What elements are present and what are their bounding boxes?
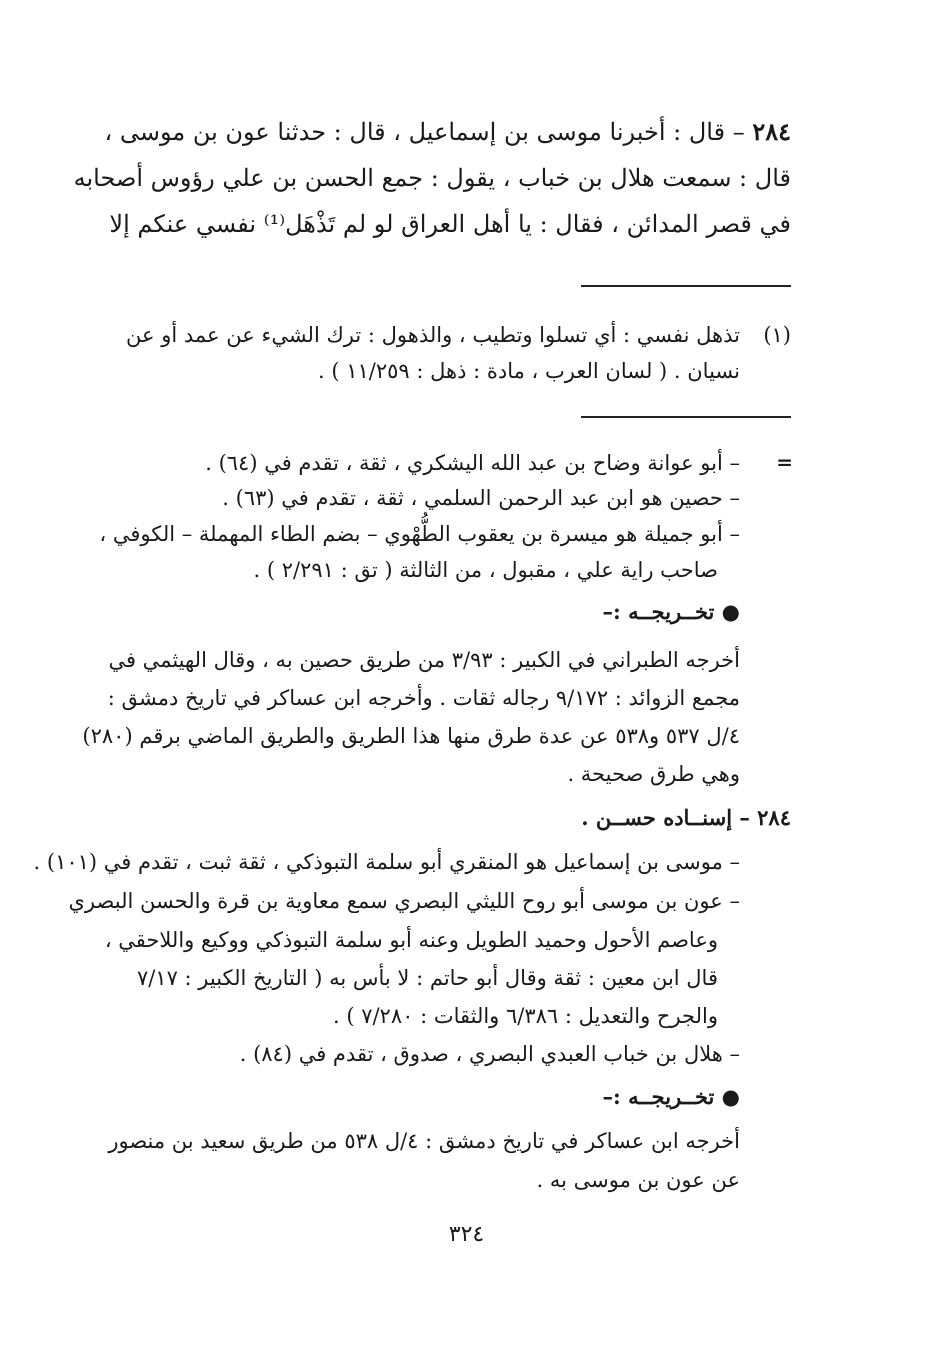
isnad-line-3: وعاصم الأحول وحميد الطويل وعنه أبو سلمة التبوذكي ووكيع واللاحقي ، <box>104 928 718 952</box>
takhrij-prev-line-2: مجمع الزوائد : ٩/١٧٢ رجاله ثقات . وأخرجه ابن عساكر في تاريخ دمشق : <box>107 686 740 710</box>
isnad-heading: ٢٨٤ – إسنــاده حســن . <box>581 805 791 830</box>
page-number: ٣٢٤ <box>448 1222 485 1247</box>
footnote-line-2: نسيان . ( لسان العرب ، مادة : ذهل : ١١/٢٥٩ ) . <box>318 359 740 383</box>
isnad-line-2: – عون بن موسى أبو روح الليثي البصري سمع معاوية بن قرة والحسن البصري <box>68 889 740 913</box>
isnad-line-1: – موسى بن إسماعيل هو المنقري أبو سلمة التبوذكي ، ثقة ثبت ، تقدم في (١٠١) . <box>33 850 740 874</box>
continuation-mark: = <box>776 450 793 474</box>
footnote-marker: (١) <box>763 323 791 347</box>
narrator-line-3: – أبو جميلة هو ميسرة بن يعقوب الطُّهْوي – بضم الطاء المهملة – الكوفي ، <box>99 522 740 546</box>
takhrij-prev-line-1: أخرجه الطبراني في الكبير : ٣/٩٣ من طريق حصين به ، وقال الهيثمي في <box>108 648 740 672</box>
main-text-line-2: قال : سمعت هلال بن خباب ، يقول : جمع الحسن بن علي رؤوس أصحابه <box>73 164 791 192</box>
isnad-line-4: قال ابن معين : ثقة وقال أبو حاتم : لا بأس به ( التاريخ الكبير : ٧/١٧ <box>136 966 718 990</box>
main-text-line-3: في قصر المدائن ، فقال : يا أهل العراق لو لم تَذْهَل⁽¹⁾ نفسي عنكم إلا <box>109 210 791 238</box>
takhrij-heading: ● تخــريجــه :– <box>602 1084 740 1109</box>
main-text-line-1: ٢٨٤ – قال : أخبرنا موسى بن إسماعيل ، قال : حدثنا عون بن موسى ، <box>104 117 791 146</box>
takhrij-line-1: أخرجه ابن عساكر في تاريخ دمشق : ٤/ل ٥٣٨ من طريق سعيد بن منصور <box>108 1129 740 1153</box>
hadith-number: ٢٨٤ <box>752 117 791 146</box>
section-separator <box>581 416 791 418</box>
isnad-line-6: – هلال بن خباب العبدي البصري ، صدوق ، تقدم في (٨٤) . <box>239 1042 740 1066</box>
takhrij-heading-prev: ● تخــريجــه :– <box>602 599 740 624</box>
narrator-line-2: – حصين هو ابن عبد الرحمن السلمي ، ثقة ، تقدم في (٦٣) . <box>222 486 740 510</box>
narrator-line-1: – أبو عوانة وضاح بن عبد الله اليشكري ، ثقة ، تقدم في (٦٤) . <box>205 451 740 475</box>
takhrij-prev-line-4: وهي طرق صحيحة . <box>567 762 740 786</box>
narrator-line-4: صاحب راية علي ، مقبول ، من الثالثة ( تق : ٢/٢٩١ ) . <box>253 558 718 582</box>
takhrij-line-2: عن عون بن موسى به . <box>536 1168 740 1192</box>
footnote-separator <box>581 285 791 287</box>
takhrij-prev-line-3: ٤/ل ٥٣٧ و٥٣٨ عن عدة طرق منها هذا الطريق والطريق الماضي برقم (٢٨٠) <box>82 724 740 748</box>
footnote-line-1: تذهل نفسي : أي تسلوا وتطيب ، والذهول : ترك الشيء عن عمد أو عن <box>126 323 740 347</box>
isnad-line-5: والجرح والتعديل : ٦/٣٨٦ والثقات : ٧/٢٨٠ ) . <box>332 1004 718 1028</box>
